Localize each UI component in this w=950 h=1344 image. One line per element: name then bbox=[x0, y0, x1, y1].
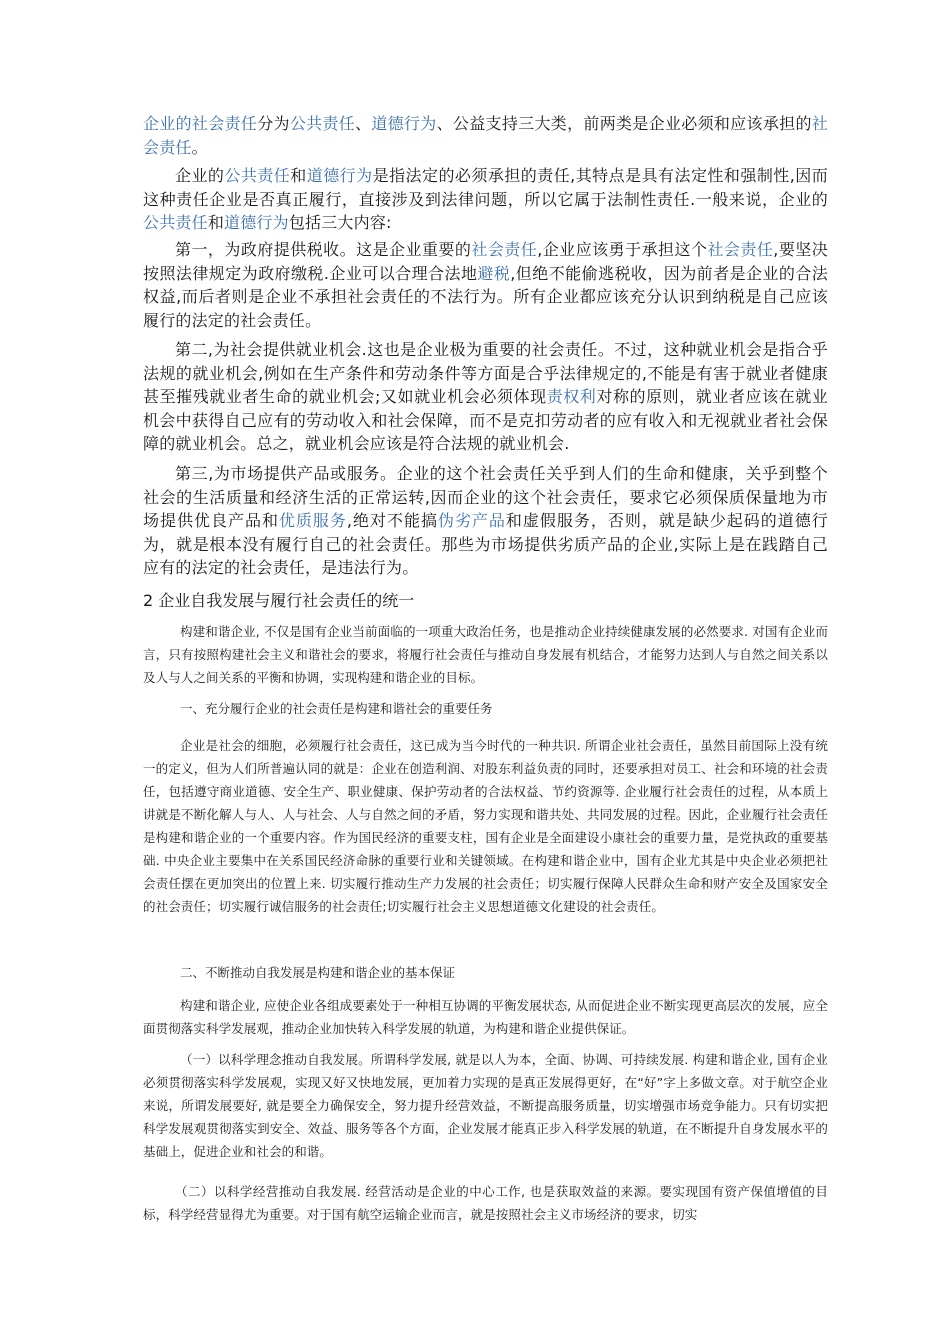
text: 企业的 bbox=[175, 166, 225, 185]
text: ,企业应该勇于承担这个 bbox=[537, 240, 708, 259]
text: 分为 bbox=[257, 114, 290, 133]
paragraph-build-harmony: 构建和谐企业, 应使企业各组成要素处于一种相互协调的平衡发展状态, 从而促进企业不断实现更高层次的发展，应全面贯彻落实科学发展观，推动企业加快转入科学发展的轨道，为构建和谐企业提供保证。 bbox=[143, 998, 828, 1036]
text: 对称的原则，就业者应该在就业机会中获得自己应有的劳动收入和社会保障，而不是克扣劳动者的应有收入和无视就业者社会保障的就业机会。总之，就业机会应该是符合法规的就业机会. bbox=[143, 387, 828, 453]
link-counterfeit-products[interactable]: 伪劣产品 bbox=[437, 511, 506, 530]
paragraph-legal-responsibility bbox=[143, 164, 828, 235]
link-moral-behavior[interactable]: 道德行为 bbox=[371, 114, 437, 133]
paragraph-harmonious-enterprise: 构建和谐企业, 不仅是国有企业当前面临的一项重大政治任务，也是推动企业持续健康发展的必然要求. 对国有企业而言，只有按照构建社会主义和谐社会的要求，将履行社会责任与推动自身发展有机结合，才能努力达到人与自然之间关系以及人与人之间关系的平衡和协调，实现构建和谐企业的目标。 bbox=[143, 624, 828, 685]
link-rights-responsibilities[interactable]: 责权利 bbox=[546, 387, 597, 406]
text: ,但绝不能偷逃税收，因为前者是企业的合法权益,而后者则是企业不承担社会责任的不法行为。所有企业都应该充分认识到纳税是自己应该履行的法定的社会责任。 bbox=[143, 263, 828, 330]
link-social-responsibility[interactable]: 社会责任 bbox=[471, 240, 538, 259]
paragraph-scientific-concept: （一）以科学理念推动自我发展。所谓科学发展, 就是以人为本，全面、协调、可持续发展. 构建和谐企业, 国有企业必须贯彻落实科学发展观，实现又好又快地发展，更加着力实现的是真正发展得更好，在“好”字上多做文章。对于航空企业来说，所谓发展要好, 就是要全力确保安全，努力提升经营效益，不断提高服务质量，切实增强市场竞争能力。只有切实把科学发展观贯彻落实到安全、效益、服务等各个方面，企业发展才能真正步入科学发展的轨道，在不断提升自身发展水平的基础上，促进企业和社会的和谐。 bbox=[143, 1052, 828, 1159]
link-social-responsibility[interactable]: 社会责任 bbox=[707, 240, 774, 259]
paragraph-intro bbox=[143, 112, 828, 159]
text: 、 bbox=[355, 114, 372, 133]
section-heading: 2 企业自我发展与履行社会责任的统一 bbox=[143, 591, 415, 610]
text: 第二,为社会提供就业机会.这也是企业极为重要的社会责任。不过，这种就业机会是指合乎法规的就业机会,例如在生产条件和劳动条件等方面是合乎法律规定的,不能是有害于就业者健康甚至摧残就业者生命的就业机会;又如就业机会必须体现 bbox=[143, 340, 828, 406]
link-moral-behavior[interactable]: 道德行为 bbox=[224, 213, 289, 232]
text: 包括三大内容: bbox=[288, 213, 392, 232]
text: 和 bbox=[207, 213, 225, 232]
text: 第三,为市场提供产品或服务。企业的这个社会责任关乎到人们的生命和健康，关乎到整个社会的生活质量和经济生活的正常运转,因而企业的这个社会责任，要求它必须保质保量地为市场提供优良产品和 bbox=[143, 464, 828, 530]
link-corporate-social-responsibility[interactable]: 企业的社会责任 bbox=[143, 114, 258, 133]
paragraph-second-employment bbox=[143, 338, 828, 456]
text: 、公益支持三大类，前两类是企业必须和应该承担的 bbox=[436, 114, 812, 133]
text: 第一，为政府提供税收。这是企业重要的 bbox=[175, 240, 472, 259]
paragraph-scientific-operation: （二）以科学经营推动自我发展. 经营活动是企业的中心工作, 也是获取效益的来源。要实现国有资产保值增值的目标，科学经营显得尤为重要。对于国有航空运输企业而言，就是按照社会主义市场经济的要求，切实 bbox=[143, 1184, 828, 1222]
subheading-two: 二、不断推动自我发展是构建和谐企业的基本保证 bbox=[180, 965, 456, 980]
text: ,要坚决按照法律规定为政府缴税.企业可以合理合法地 bbox=[143, 240, 828, 283]
text: 和虚假服务，否则，就是缺少起码的道德行为，就是根本没有履行自己的社会责任。那些为市场提供劣质产品的企业,实际上是在践踏自己应有的法定的社会责任，是违法行为。 bbox=[143, 511, 828, 577]
link-tax-avoidance[interactable]: 避税 bbox=[477, 263, 511, 283]
text: 是指法定的必须承担的责任,其特点是具有法定性和强制性,因而这种责任企业是否真正履行，直接涉及到法律问题，所以它属于法制性责任.一般来说，企业的 bbox=[143, 166, 828, 209]
link-public-responsibility[interactable]: 公共责任 bbox=[289, 114, 356, 133]
paragraph-first-taxes bbox=[143, 238, 828, 332]
text: 和 bbox=[290, 166, 307, 185]
subheading-one: 一、充分履行企业的社会责任是构建和谐社会的重要任务 bbox=[180, 701, 493, 716]
link-public-responsibility[interactable]: 公共责任 bbox=[143, 213, 208, 232]
link-social-responsibility[interactable]: 社会责任 bbox=[143, 114, 828, 157]
link-moral-behavior[interactable]: 道德行为 bbox=[306, 166, 373, 185]
paragraph-enterprise-cell: 企业是社会的细胞，必须履行社会责任，这已成为当今时代的一种共识. 所谓企业社会责任，虽然目前国际上没有统一的定义，但为人们所普遍认同的就是：企业在创造利润、对股东利益负责的同时，还要承担对员工、社会和环境的社会责任，包括遵守商业道德、安全生产、职业健康、保护劳动者的合法权益、节约资源等. 企业履行社会责任的过程，从本质上讲就是不断化解人与人、人与社会、人与自然之间的矛盾，努力实现和谐共处、共同发展的过程。因此，企业履行社会责任是构建和谐企业的一个重要内容。作为国民经济的重要支柱，国有企业是全面建设小康社会的重要力量，是党执政的重要基础. 中央企业主要集中在关系国民经济命脉的重要行业和关键领域。在构建和谐企业中，国有企业尤其是中央企业必须把社会责任摆在更加突出的位置上来. 切实履行推动生产力发展的社会责任；切实履行保障人民群众生命和财产安全及国家安全的社会责任；切实履行诚信服务的社会责任;切实履行社会主义思想道德文化建设的社会责任。 bbox=[143, 738, 828, 914]
link-quality-service[interactable]: 优质服务 bbox=[278, 511, 347, 530]
text: ,绝对不能搞 bbox=[346, 511, 438, 530]
text: 。 bbox=[191, 137, 208, 157]
paragraph-third-products bbox=[143, 462, 828, 580]
link-public-responsibility[interactable]: 公共责任 bbox=[224, 166, 291, 185]
